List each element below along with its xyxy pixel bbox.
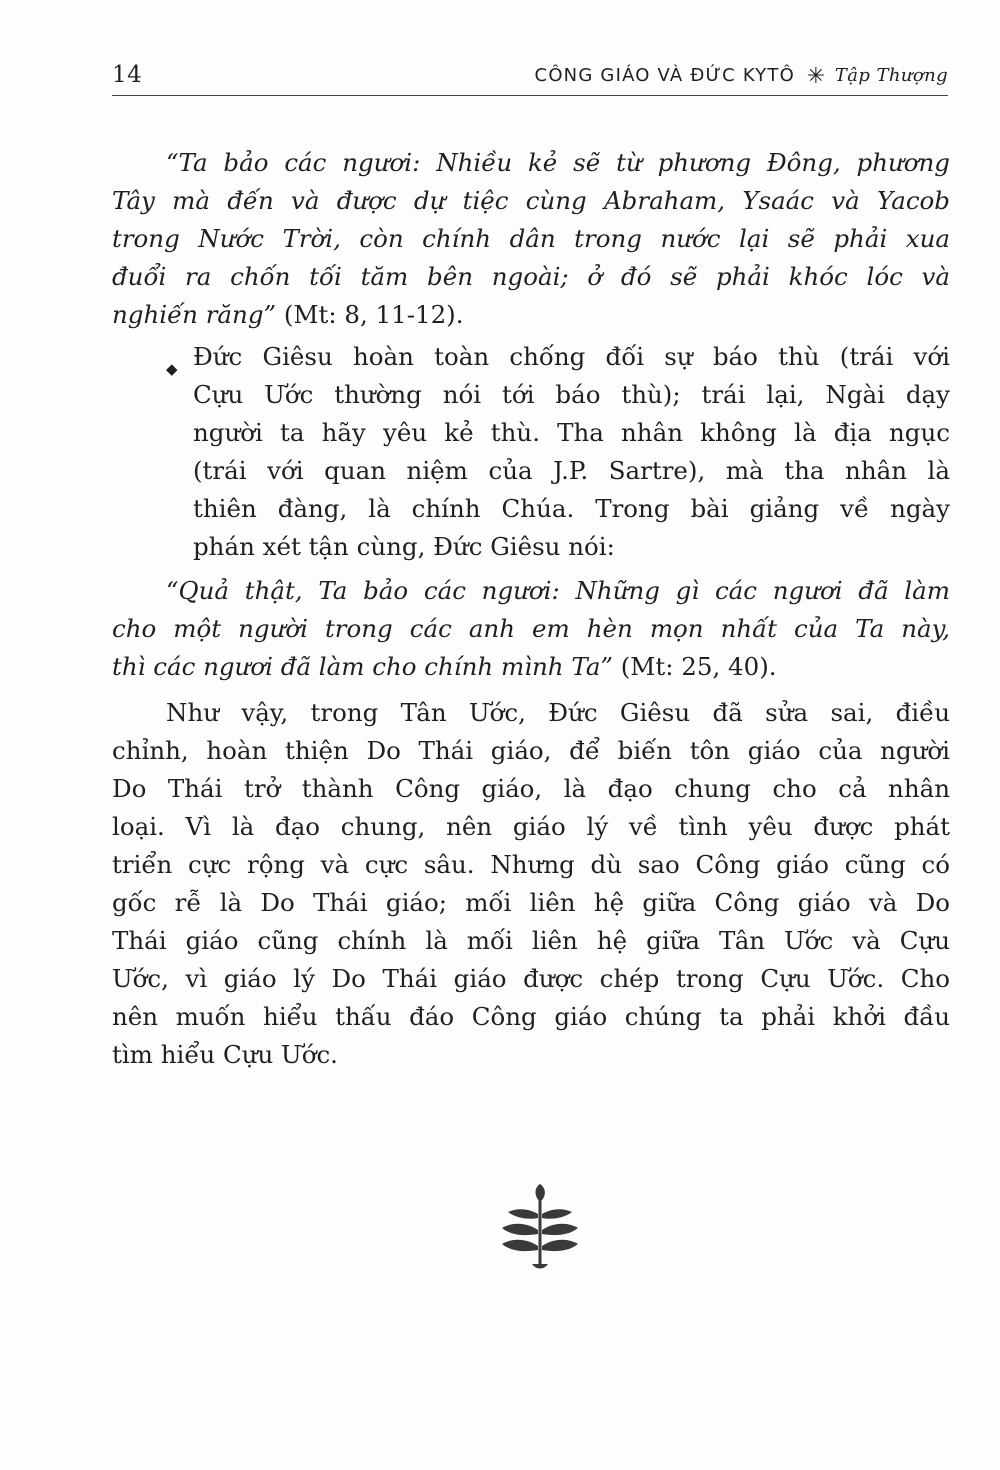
running-header [112, 62, 948, 96]
quote2-line: “Quả thật, Ta bảo các ngươi: Những gì các ngươi đã làm [166, 576, 950, 605]
header-rule [112, 95, 948, 96]
quote1-last-line [112, 300, 464, 330]
quote1-line: nghiến răng” [112, 300, 277, 329]
diamond-bullet-icon: ◆ [166, 360, 178, 378]
paragraph-line: gốc rễ là Do Thái giáo; mối liên hệ giữa Công giáo và Do [112, 888, 950, 917]
bullet-line: Cựu Ước thường nói tới báo thù); trái lại, Ngài dạy [193, 380, 950, 409]
quote1-line: Tây mà đến và được dự tiệc cùng Abraham, Ysaác và Yacob [112, 186, 950, 215]
paragraph-line: Như vậy, trong Tân Ước, Đức Giêsu đã sửa sai, điều [166, 698, 950, 727]
bullet-line: Đức Giêsu hoàn toàn chống đối sự báo thù (trái với [193, 342, 950, 371]
quote2-line: thì các ngươi đã làm cho chính mình Ta” [112, 652, 613, 681]
paragraph-line: triển cực rộng và cực sâu. Nhưng dù sao Công giáo cũng có [112, 850, 950, 879]
quote1-line: trong Nước Trời, còn chính dân trong nước lại sẽ phải xua [112, 224, 950, 253]
paragraph-line: chỉnh, hoàn thiện Do Thái giáo, để biến tôn giáo của người [112, 736, 950, 765]
book-title: CÔNG GIÁO VÀ ĐỨC KYTÔ [534, 65, 795, 86]
bullet-line: người ta hãy yêu kẻ thù. Tha nhân không là địa ngục [193, 418, 950, 447]
quote1-citation: (Mt: 8, 11-12). [283, 300, 464, 329]
paragraph-line: tìm hiểu Cựu Ước. [112, 1040, 338, 1069]
quote1-line: đuổi ra chốn tối tăm bên ngoài; ở đó sẽ phải khóc lóc và [112, 262, 950, 291]
paragraph-line: loại. Vì là đạo chung, nên giáo lý về tình yêu được phát [112, 812, 950, 841]
quote2-last-line [112, 652, 777, 682]
quote2-citation: (Mt: 25, 40). [620, 652, 777, 681]
asterisk-star-icon: ✳ [806, 64, 826, 89]
leaf-sprig-ornament-icon [494, 1178, 586, 1278]
bullet-line: (trái với quan niệm của J.P. Sartre), mà tha nhân là [193, 456, 950, 485]
paragraph-line: nên muốn hiểu thấu đáo Công giáo chúng ta phải khởi đầu [112, 1002, 950, 1031]
volume-label: Tập Thượng [834, 65, 948, 86]
paragraph-line: Thái giáo cũng chính là mối liên hệ giữa Tân Ước và Cựu [112, 926, 950, 955]
bullet-line: thiên đàng, là chính Chúa. Trong bài giảng về ngày [193, 494, 950, 523]
quote2-line: cho một người trong các anh em hèn mọn nhất của Ta này, [112, 614, 950, 643]
paragraph-line: Do Thái trở thành Công giáo, là đạo chung cho cả nhân [112, 774, 950, 803]
bullet-line: phán xét tận cùng, Đức Giêsu nói: [193, 532, 615, 561]
quote1-line: “Ta bảo các ngươi: Nhiều kẻ sẽ từ phương Đông, phương [166, 148, 950, 177]
page-number: 14 [112, 62, 143, 88]
paragraph-line: Ước, vì giáo lý Do Thái giáo được chép trong Cựu Ước. Cho [112, 964, 950, 993]
running-title [535, 64, 948, 89]
